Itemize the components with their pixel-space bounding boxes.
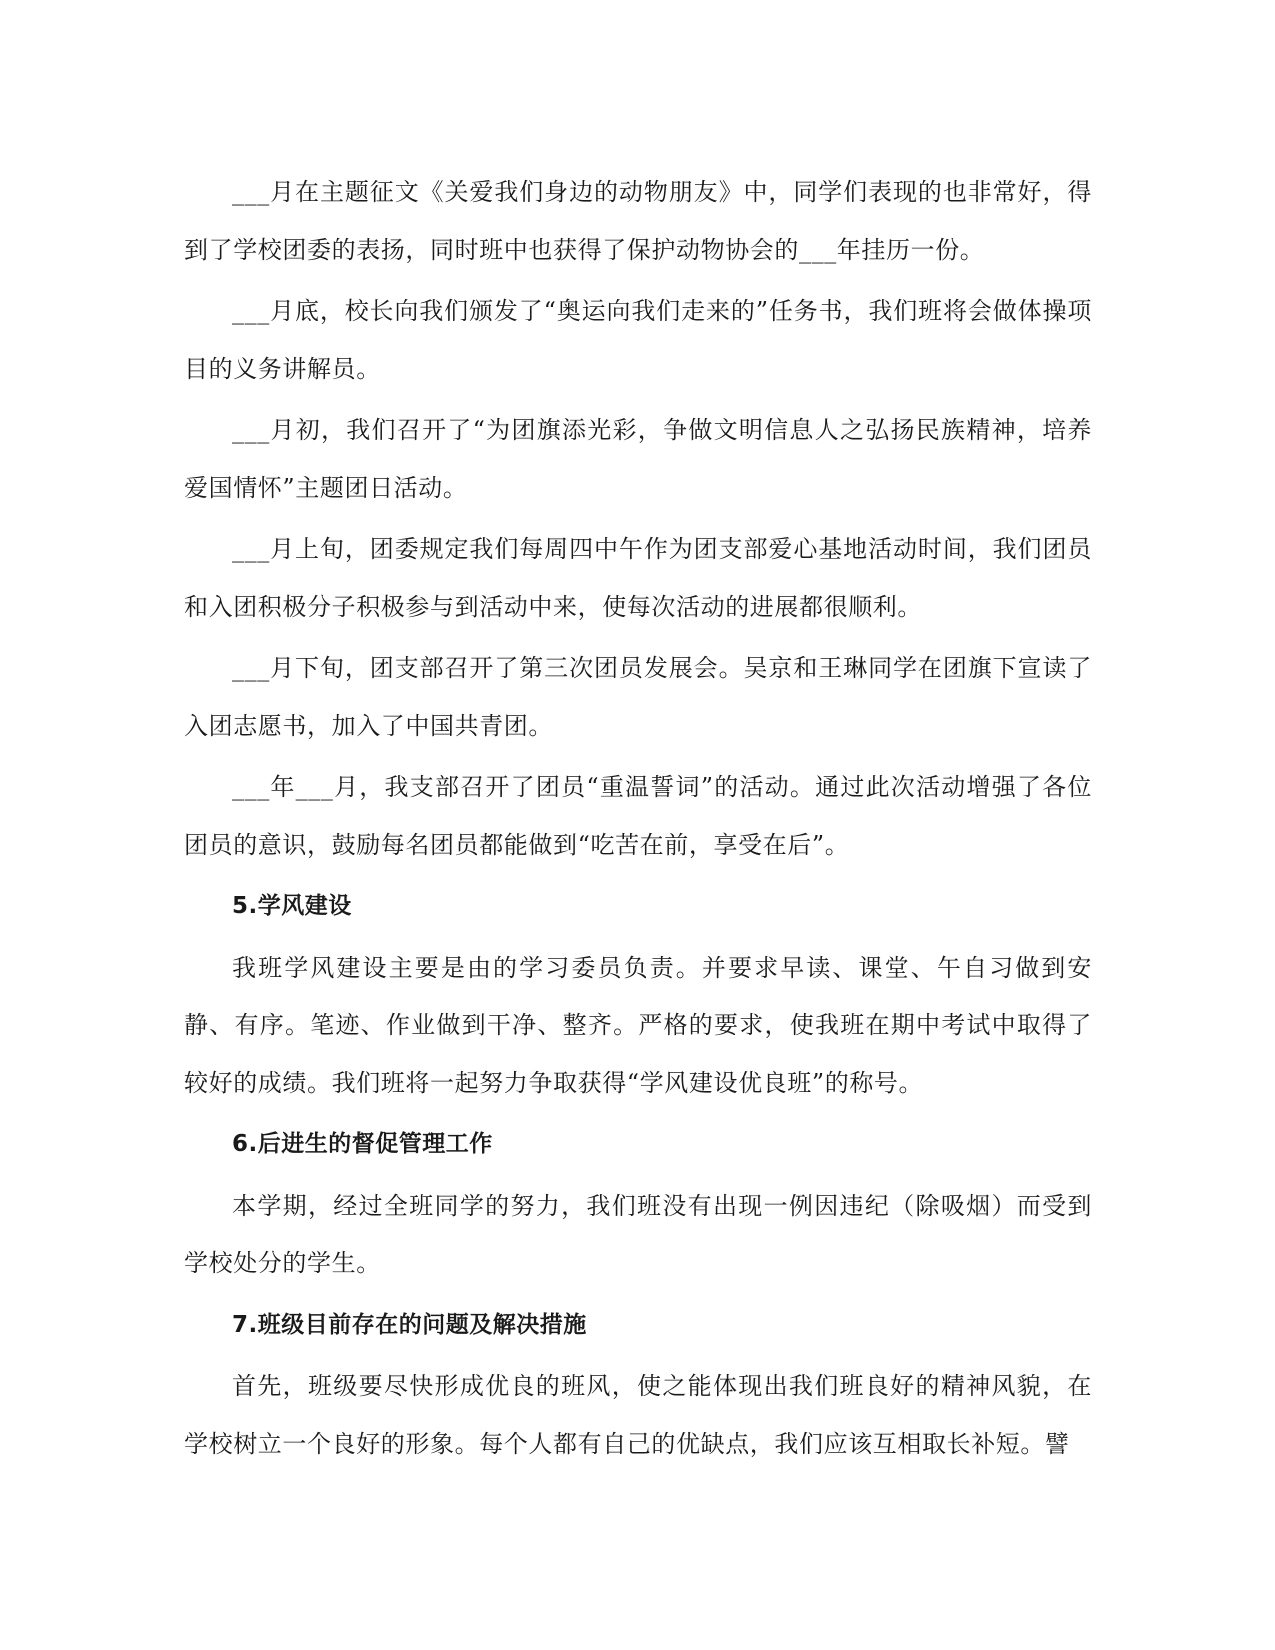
paragraph-oath-review: ___年___月，我支部召开了团员“重温誓词”的活动。通过此次活动增强了各位团员的意识，鼓励每名团员都能做到“吃苦在前，享受在后”。 bbox=[184, 773, 1092, 859]
paragraph-volunteer-base: ___月上旬，团委规定我们每周四中午作为团支部爱心基地活动时间，我们团员和入团积极分子积极参与到活动中来，使每次活动的进展都很顺利。 bbox=[184, 535, 1092, 621]
section-heading-problems-solutions: 7.班级目前存在的问题及解决措施 bbox=[232, 1311, 587, 1338]
paragraph-study-style: 我班学风建设主要是由的学习委员负责。并要求早读、课堂、午自习做到安静、有序。笔迹、作业做到干净、整齐。严格的要求，使我班在期中考试中取得了较好的成绩。我们班将一起努力争取获得“学风建设优良班”的称号。 bbox=[184, 953, 1092, 1097]
paragraph-olympic-task: ___月底，校长向我们颁发了“奥运向我们走来的”任务书，我们班将会做体操项目的义务讲解员。 bbox=[184, 297, 1092, 383]
section-heading-study-style: 5.学风建设 bbox=[232, 893, 352, 919]
paragraph-league-day: ___月初，我们召开了“为团旗添光彩，争做文明信息人之弘扬民族精神，培养爱国情怀”主题团日活动。 bbox=[184, 416, 1092, 502]
paragraph-member-development: ___月下旬，团支部召开了第三次团员发展会。吴京和王琳同学在团旗下宣读了入团志愿书，加入了中国共青团。 bbox=[184, 654, 1092, 740]
paragraph-problems-solutions: 首先，班级要尽快形成优良的班风，使之能体现出我们班良好的精神风貌，在学校树立一个良好的形象。每个人都有自己的优缺点，我们应该互相取长补短。譬 bbox=[184, 1372, 1092, 1458]
paragraph-essay-contest: ___月在主题征文《关爱我们身边的动物朋友》中，同学们表现的也非常好，得到了学校团委的表扬，同时班中也获得了保护动物协会的___年挂历一份。 bbox=[184, 178, 1092, 264]
paragraph-student-supervision: 本学期，经过全班同学的努力，我们班没有出现一例因违纪（除吸烟）而受到学校处分的学生。 bbox=[184, 1191, 1092, 1277]
section-heading-student-supervision: 6.后进生的督促管理工作 bbox=[232, 1131, 493, 1157]
document-body bbox=[184, 164, 1092, 1477]
